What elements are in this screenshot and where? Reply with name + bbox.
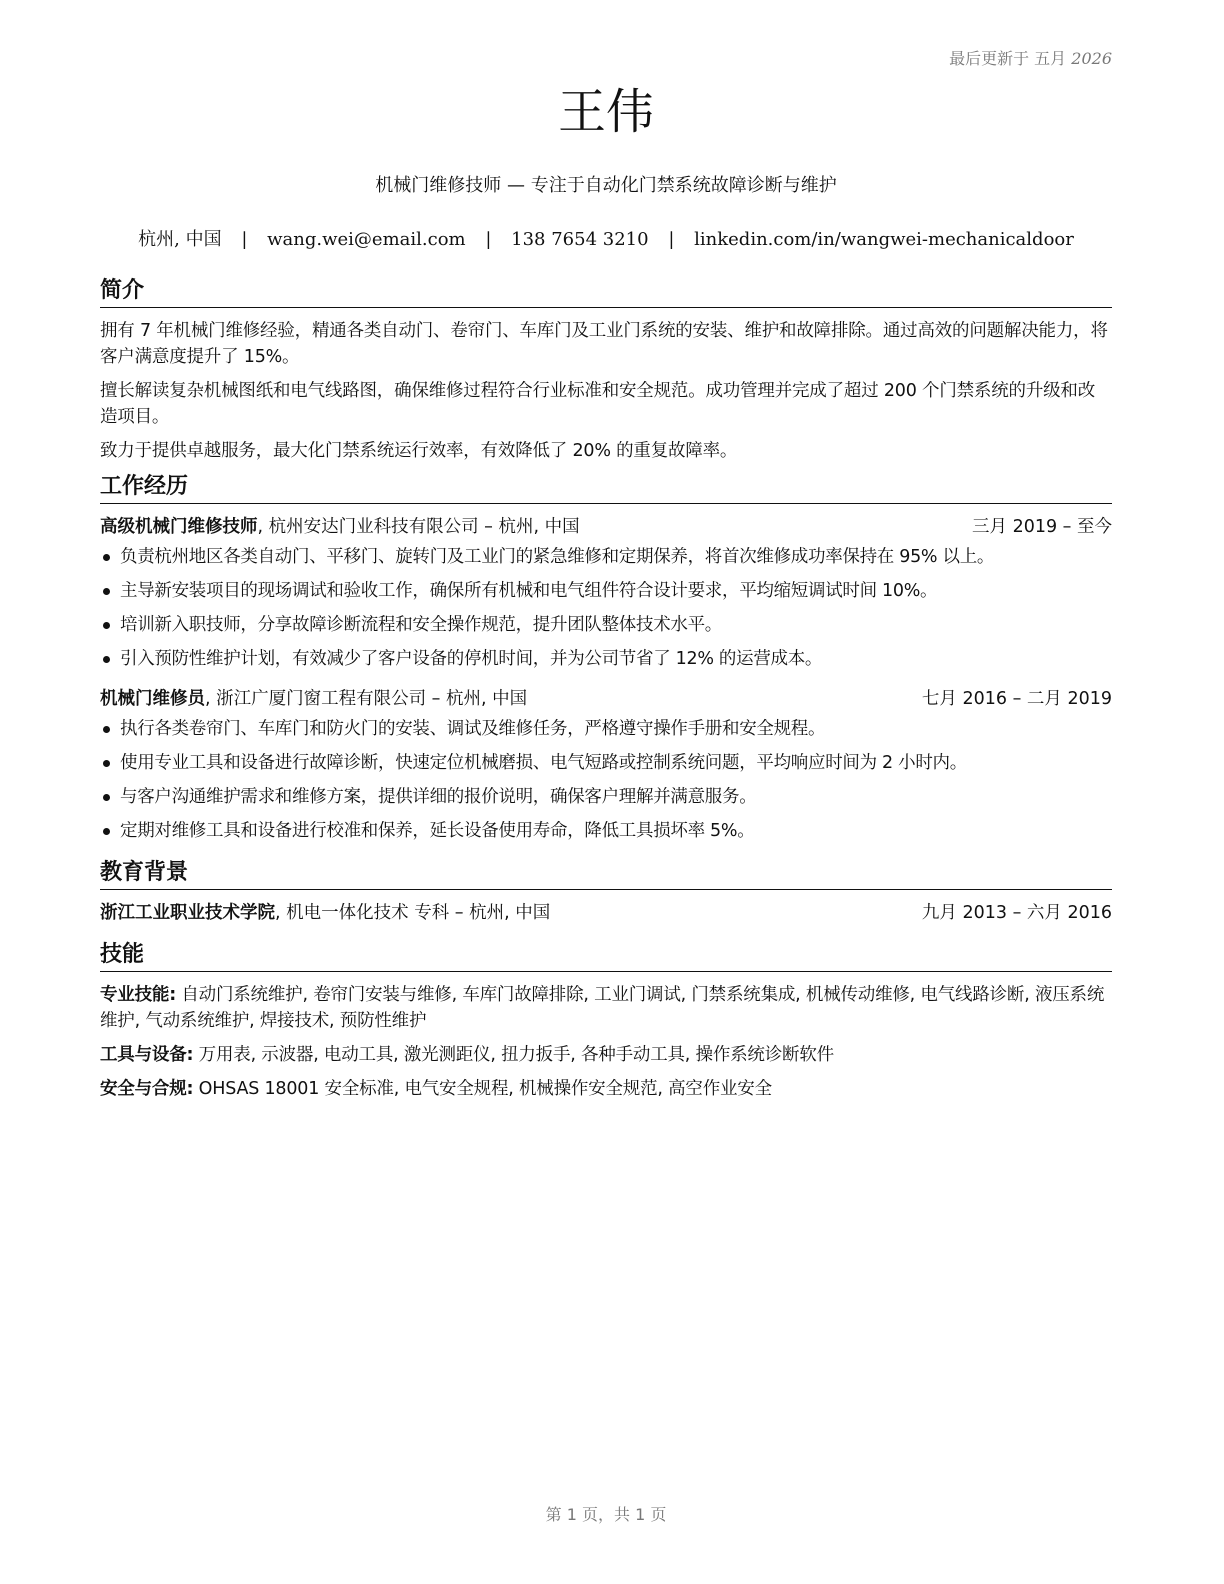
section-title-skills: 技能 [100,940,1112,972]
resume-content [100,276,1112,1110]
education-detail: , 机电一体化技术 专科 – 杭州, 中国 [275,903,551,923]
contact-separator: | [241,229,248,250]
skill-label: 专业技能: [100,985,176,1005]
contact-linkedin-link[interactable]: linkedin.com/in/wangwei-mechanicaldoor [694,229,1074,250]
job-company: , 浙江广厦门窗工程有限公司 – 杭州, 中国 [205,689,528,709]
job-bullets [100,544,1112,672]
education-section [100,858,1112,926]
job-bullet: 引入预防性维护计划，有效减少了客户设备的停机时间，并为公司节省了 12% 的运营成本。 [100,646,1112,672]
job-company: , 杭州安达门业科技有限公司 – 杭州, 中国 [257,517,580,537]
skill-value: 万用表, 示波器, 电动工具, 激光测距仪, 扭力扳手, 各种手动工具, 操作系统诊断软件 [193,1045,834,1065]
resume-page [100,0,1112,1584]
skill-value: OHSAS 18001 安全标准, 电气安全规程, 机械操作安全规范, 高空作业安全 [193,1079,772,1099]
page-footer: 第 1 页，共 1 页 [545,1505,667,1524]
job-bullet: 与客户沟通维护需求和维修方案，提供详细的报价说明，确保客户理解并满意服务。 [100,784,1112,810]
last-updated-year: 2026 [1071,49,1112,68]
summary-paragraph: 致力于提供卓越服务，最大化门禁系统运行效率，有效降低了 20% 的重复故障率。 [100,441,738,461]
education-dates: 九月 2013 – 六月 2016 [921,903,1112,923]
job-bullet: 定期对维修工具和设备进行校准和保养，延长设备使用寿命，降低工具损坏率 5%。 [100,818,1112,844]
contact-line [100,225,1112,251]
tagline: 机械门维修技师 — 专注于自动化门禁系统故障诊断与维护 [375,175,837,196]
last-updated-label: 最后更新于 五月 [949,49,1067,68]
contact-separator: | [485,229,492,250]
job-bullet: 使用专业工具和设备进行故障诊断，快速定位机械磨损、电气短路或控制系统问题，平均响应时间为 2 小时内。 [100,750,1112,776]
contact-email-link[interactable]: wang.wei@email.com [267,229,466,250]
last-updated [949,46,1112,69]
job-header [100,686,1112,712]
skill-value: 自动门系统维护, 卷帘门安装与维修, 车库门故障排除, 工业门调试, 门禁系统集成, 机械传动维修, 电气线路诊断, 液压系统维护, 气动系统维护, 焊接技术, 预防性维护 [100,985,1105,1031]
job-bullet: 主导新安装项目的现场调试和验收工作，确保所有机械和电气组件符合设计要求，平均缩短调试时间 10%。 [100,578,1112,604]
education-entry [100,900,1112,926]
education-school-detail [100,900,550,926]
skills-section [100,940,1112,1102]
skill-line [100,982,1112,1034]
job-dates: 七月 2016 – 二月 2019 [921,689,1112,709]
education-school: 浙江工业职业技术学院 [100,903,275,923]
skill-line [100,1076,1112,1102]
job-title-company [100,686,527,712]
experience-section [100,472,1112,844]
job-bullets [100,716,1112,844]
job-role: 机械门维修员 [100,689,205,709]
job-role: 高级机械门维修技师 [100,517,258,537]
skill-label: 安全与合规: [100,1079,194,1099]
job-dates: 三月 2019 – 至今 [972,517,1112,537]
section-title-summary: 简介 [100,276,1112,308]
skill-line [100,1042,1112,1068]
candidate-name: 王伟 [557,84,654,140]
contact-separator: | [668,229,675,250]
job-bullet: 培训新入职技师，分享故障诊断流程和安全操作规范，提升团队整体技术水平。 [100,612,1112,638]
job-bullet: 负责杭州地区各类自动门、平移门、旋转门及工业门的紧急维修和定期保养，将首次维修成功率保持在 95% 以上。 [100,544,1112,570]
contact-location: 杭州, 中国 [138,229,222,250]
summary-paragraph: 拥有 7 年机械门维修经验，精通各类自动门、卷帘门、车库门及工业门系统的安装、维护和故障排除。通过高效的问题解决能力，将客户满意度提升了 15%。 [100,321,1108,367]
summary-paragraph: 擅长解读复杂机械图纸和电气线路图，确保维修过程符合行业标准和安全规范。成功管理并完成了超过 200 个门禁系统的升级和改造项目。 [100,381,1096,427]
contact-phone: 138 7654 3210 [511,229,649,250]
job-title-company [100,514,580,540]
section-title-education: 教育背景 [100,858,1112,890]
job-entry [100,514,1112,672]
skill-label: 工具与设备: [100,1045,194,1065]
job-header [100,514,1112,540]
summary-section [100,276,1112,464]
section-title-experience: 工作经历 [100,472,1112,504]
job-entry [100,686,1112,844]
job-bullet: 执行各类卷帘门、车库门和防火门的安装、调试及维修任务，严格遵守操作手册和安全规程。 [100,716,1112,742]
